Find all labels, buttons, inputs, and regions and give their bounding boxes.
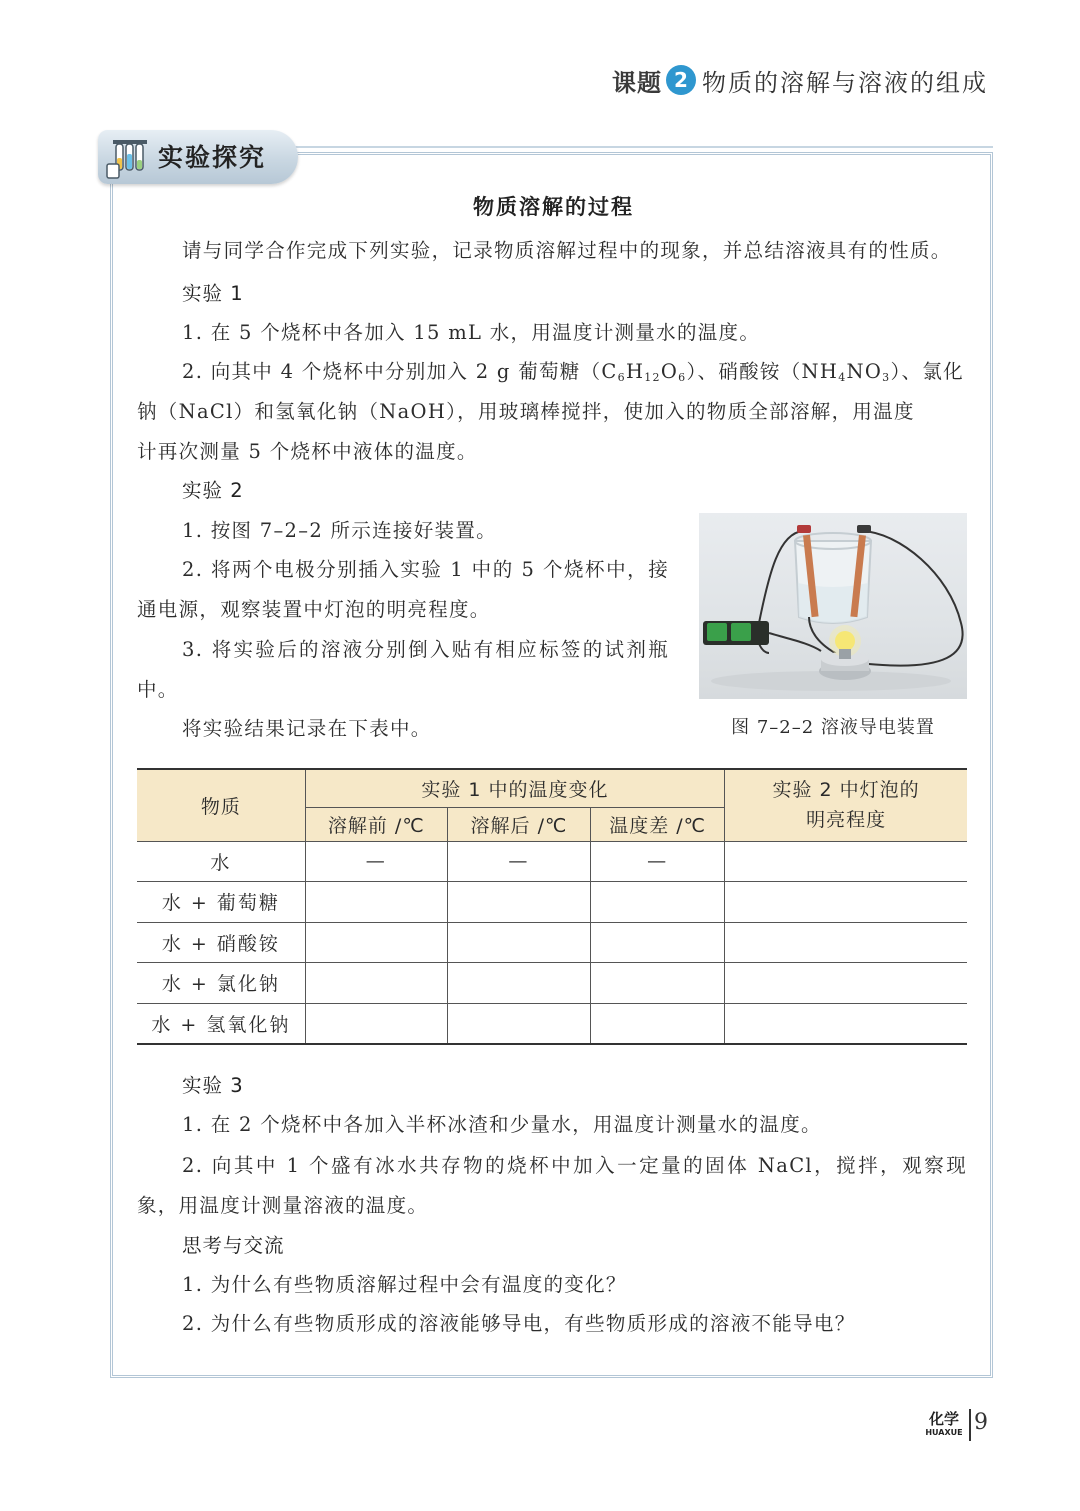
subject-pinyin: HUAXUE [925, 1428, 963, 1437]
row-substance: 水 + 硝酸铵 [137, 922, 305, 963]
exp2-heading: 实验 2 [182, 479, 244, 502]
intro-text: 请与同学合作完成下列实验，记录物质溶解过程中的现象，并总结溶液具有的性质。 [182, 239, 952, 262]
cell-before [305, 963, 447, 1004]
cell-after [447, 922, 590, 963]
cell-before [305, 1003, 447, 1044]
row-substance: 水 + 氢氧化钠 [137, 1003, 305, 1044]
footer-divider [969, 1409, 971, 1441]
row-substance: 水 [137, 841, 305, 882]
exp3-heading: 实验 3 [182, 1074, 244, 1097]
col-substance: 物质 [137, 769, 305, 841]
cell-brightness [725, 963, 967, 1004]
cell-after: — [447, 841, 590, 882]
test-tubes-icon [105, 134, 153, 180]
col-after: 溶解后 /℃ [447, 807, 590, 841]
cell-before: — [305, 841, 447, 882]
conductivity-apparatus-photo [699, 513, 967, 699]
exp1-step2-line3: 计再次测量 5 个烧杯中液体的温度。 [137, 440, 478, 463]
lesson-header [612, 62, 988, 98]
table-row [137, 882, 967, 923]
cell-before [305, 882, 447, 923]
cell-after [447, 1003, 590, 1044]
cell-after [447, 963, 590, 1004]
table-row [137, 963, 967, 1004]
col-exp1-temperature: 实验 1 中的温度变化 [305, 769, 724, 807]
lesson-number-badge: 2 [666, 65, 696, 95]
exp1-step1: 1. 在 5 个烧杯中各加入 15 mL 水，用温度计测量水的温度。 [182, 321, 761, 344]
cell-diff [591, 1003, 725, 1044]
exp1-heading: 实验 1 [182, 282, 244, 305]
row-substance: 水 + 氯化钠 [137, 963, 305, 1004]
cell-diff: — [591, 841, 725, 882]
col-before: 溶解前 /℃ [305, 807, 447, 841]
lesson-label: 课题 [612, 68, 662, 97]
cell-after [447, 882, 590, 923]
exp2-step2: 2. 将两个电极分别插入实验 1 中的 5 个烧杯中，接通电源，观察装置中灯泡的明亮程度。 [137, 558, 669, 621]
col-exp2-brightness: 实验 2 中灯泡的明亮程度 [725, 769, 967, 841]
exp1-step2-line2: 钠（NaCl）和氢氧化钠（NaOH），用玻璃棒搅拌，使加入的物质全部溶解，用温度 [137, 400, 915, 423]
figure-caption: 图 7–2–2 溶液导电装置 [731, 717, 935, 738]
exp3-step1: 1. 在 2 个烧杯中各加入半杯冰渣和少量水，用温度计测量水的温度。 [182, 1113, 822, 1136]
cell-brightness [725, 1003, 967, 1044]
section-title: 物质溶解的过程 [473, 195, 634, 219]
table-row [137, 1003, 967, 1044]
banner-label: 实验探究 [158, 143, 267, 172]
results-table [137, 768, 967, 1045]
col-diff: 温度差 /℃ [591, 807, 725, 841]
table-row [137, 922, 967, 963]
lesson-title: 物质的溶解与溶液的组成 [702, 68, 988, 97]
cell-diff [591, 922, 725, 963]
cell-diff [591, 882, 725, 923]
row-substance: 水 + 葡萄糖 [137, 882, 305, 923]
cell-brightness [725, 922, 967, 963]
cell-diff [591, 963, 725, 1004]
subject-label: 化学 [928, 1410, 959, 1428]
cell-brightness [725, 841, 967, 882]
exp2-step3: 3. 将实验后的溶液分别倒入贴有相应标签的试剂瓶中。 [137, 638, 669, 701]
page-footer [920, 1408, 990, 1444]
exp2-step1: 1. 按图 7–2–2 所示连接好装置。 [182, 519, 497, 542]
cell-before [305, 922, 447, 963]
cell-brightness [725, 882, 967, 923]
discussion-q2: 2. 为什么有些物质形成的溶液能够导电，有些物质形成的溶液不能导电？ [182, 1312, 856, 1335]
exp2-record-note: 将实验结果记录在下表中。 [182, 717, 432, 740]
discussion-heading: 思考与交流 [182, 1234, 285, 1257]
discussion-q1: 1. 为什么有些物质溶解过程中会有温度的变化？ [182, 1273, 627, 1296]
exp1-step2-line1: 2. 向其中 4 个烧杯中分别加入 2 g 葡萄糖$(C_6H_{12}O_6)$、硝酸铵$(NH_4NO_3)$、氯化 [182, 360, 964, 384]
page-number: 9 [974, 1410, 988, 1435]
exp3-step2: 2. 向其中 1 个盛有冰水共存物的烧杯中加入一定量的固体 NaCl，搅拌，观察现象，用温度计测量溶液的温度。 [137, 1154, 967, 1217]
table-row [137, 841, 967, 882]
